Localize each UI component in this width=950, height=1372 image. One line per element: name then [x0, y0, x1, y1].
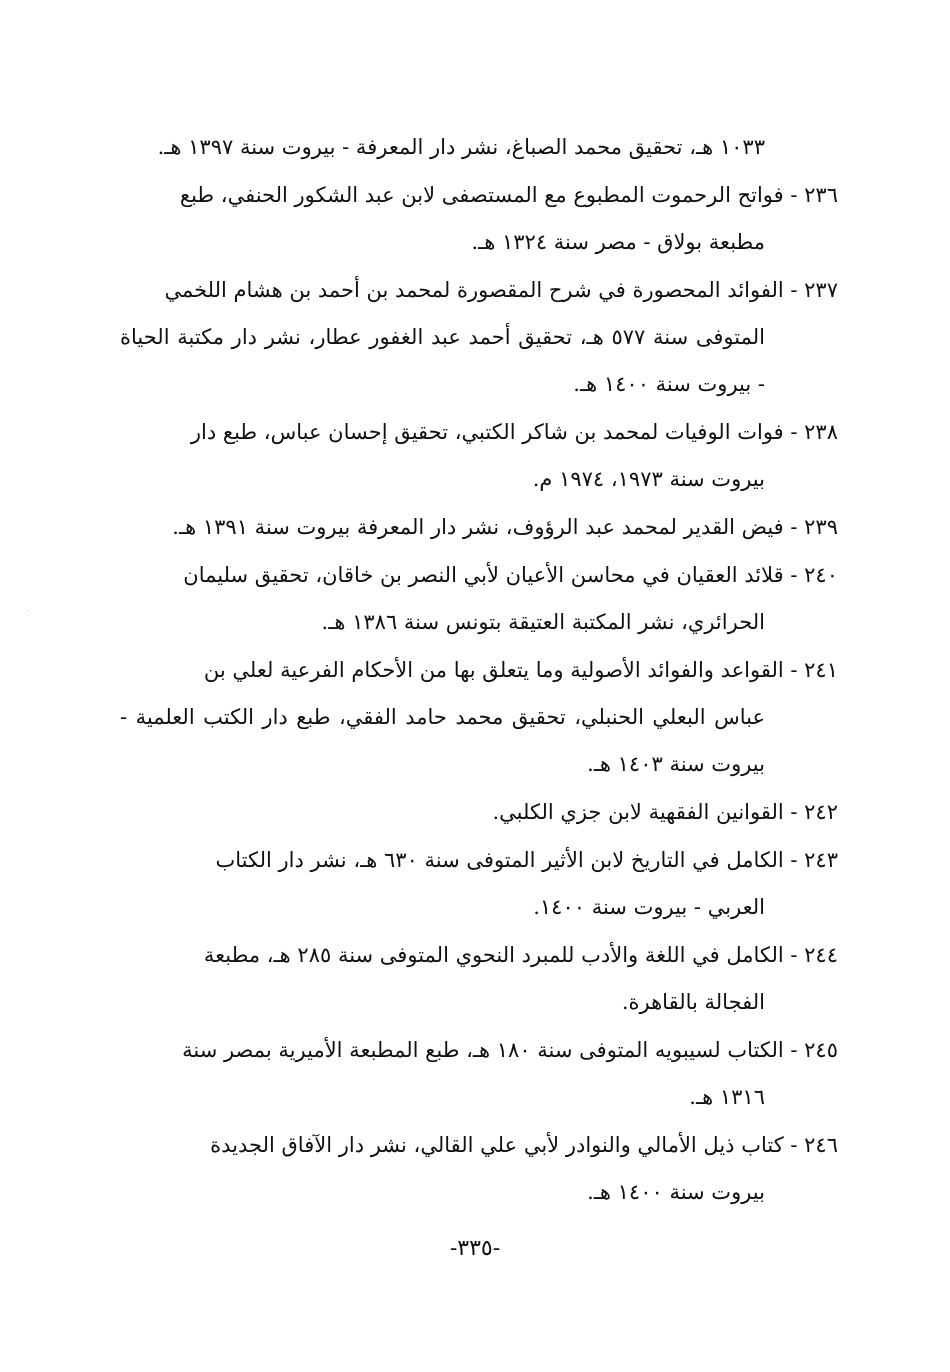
entry-continuation: الفجالة بالقاهرة. — [621, 990, 765, 1014]
bibliography-entry-240 — [120, 552, 838, 646]
bibliography-entry-243 — [120, 837, 838, 931]
continuation-line: ١٠٣٣ هـ، تحقيق محمد الصباغ، نشر دار المعرفة - بيروت سنة ١٣٩٧ هـ. — [157, 135, 765, 159]
entry-continuation: الحرائري، نشر المكتبة العتيقة بتونس سنة ١٣٨٦ هـ. — [321, 610, 765, 634]
entry-continuation: مطبعة بولاق - مصر سنة ١٣٢٤ هـ. — [471, 230, 765, 254]
entry-continuation: المتوفى سنة ٥٧٧ هـ، تحقيق أحمد عبد الغفور عطار، نشر دار مكتبة الحياة - بيروت سنة ١٤٠٠ هـ. — [120, 325, 765, 396]
entry-continuation: بيروت سنة ١٩٧٣، ١٩٧٤ م. — [532, 467, 765, 491]
entry-first-line: ٢٣٨ - فوات الوفيات لمحمد بن شاكر الكتبي، تحقيق إحسان عباس، طبع دار — [190, 420, 838, 444]
margin-mark — [28, 610, 29, 611]
entry-first-line: ٢٤٠ - قلائد العقيان في محاسن الأعيان لأبي النصر بن خاقان، تحقيق سليمان — [183, 563, 838, 587]
entry-first-line: ٢٣٦ - فواتح الرحموت المطبوع مع المستصفى لابن عبد الشكور الحنفي، طبع — [179, 183, 838, 207]
entry-continuation: بيروت سنة ١٤٠٠ هـ. — [587, 1180, 765, 1204]
bibliography-list — [120, 124, 838, 1217]
bibliography-entry-244 — [120, 932, 838, 1026]
bibliography-entry-237 — [120, 267, 838, 408]
bibliography-entry-246 — [120, 1122, 838, 1216]
bibliography-entry-241 — [120, 647, 838, 788]
entry-first-line: ٢٤٦ - كتاب ذيل الأمالي والنوادر لأبي علي القالي، نشر دار الآفاق الجديدة — [210, 1133, 838, 1157]
page-number: -٣٣٥- — [449, 1236, 501, 1261]
bibliography-entry-239 — [120, 504, 838, 551]
bibliography-entry-242 — [120, 789, 838, 836]
entry-first-line: ٢٤٣ - الكامل في التاريخ لابن الأثير المتوفى سنة ٦٣٠ هـ، نشر دار الكتاب — [215, 848, 838, 872]
entry-continuation: العربي - بيروت سنة ١٤٠٠. — [533, 895, 765, 919]
entry-continuation: ١٣١٦ هـ. — [689, 1085, 765, 1109]
entry-first-line: ٢٣٩ - فيض القدير لمحمد عبد الرؤوف، نشر دار المعرفة بيروت سنة ١٣٩١ هـ. — [172, 515, 838, 539]
bibliography-entry-245 — [120, 1027, 838, 1121]
bibliography-entry-238 — [120, 409, 838, 503]
entry-continuation: عباس البعلي الحنبلي، تحقيق محمد حامد الفقي، طبع دار الكتب العلمية - بيروت سنة ١٤٠٣ هـ. — [120, 705, 765, 776]
entry-first-line: ٢٤٥ - الكتاب لسيبويه المتوفى سنة ١٨٠ هـ، طبع المطبعة الأميرية بمصر سنة — [182, 1038, 838, 1062]
entry-first-line: ٢٤٤ - الكامل في اللغة والأدب للمبرد النحوي المتوفى سنة ٢٨٥ هـ، مطبعة — [203, 943, 838, 967]
bibliography-entry-236 — [120, 172, 838, 266]
entry-first-line: ٢٤٢ - القوانين الفقهية لابن جزي الكلبي. — [492, 800, 838, 824]
entry-first-line: ٢٤١ - القواعد والفوائد الأصولية وما يتعلق بها من الأحكام الفرعية لعلي بن — [203, 658, 838, 682]
entry-first-line: ٢٣٧ - الفوائد المحصورة في شرح المقصورة لمحمد بن أحمد بن هشام اللخمي — [164, 278, 838, 302]
